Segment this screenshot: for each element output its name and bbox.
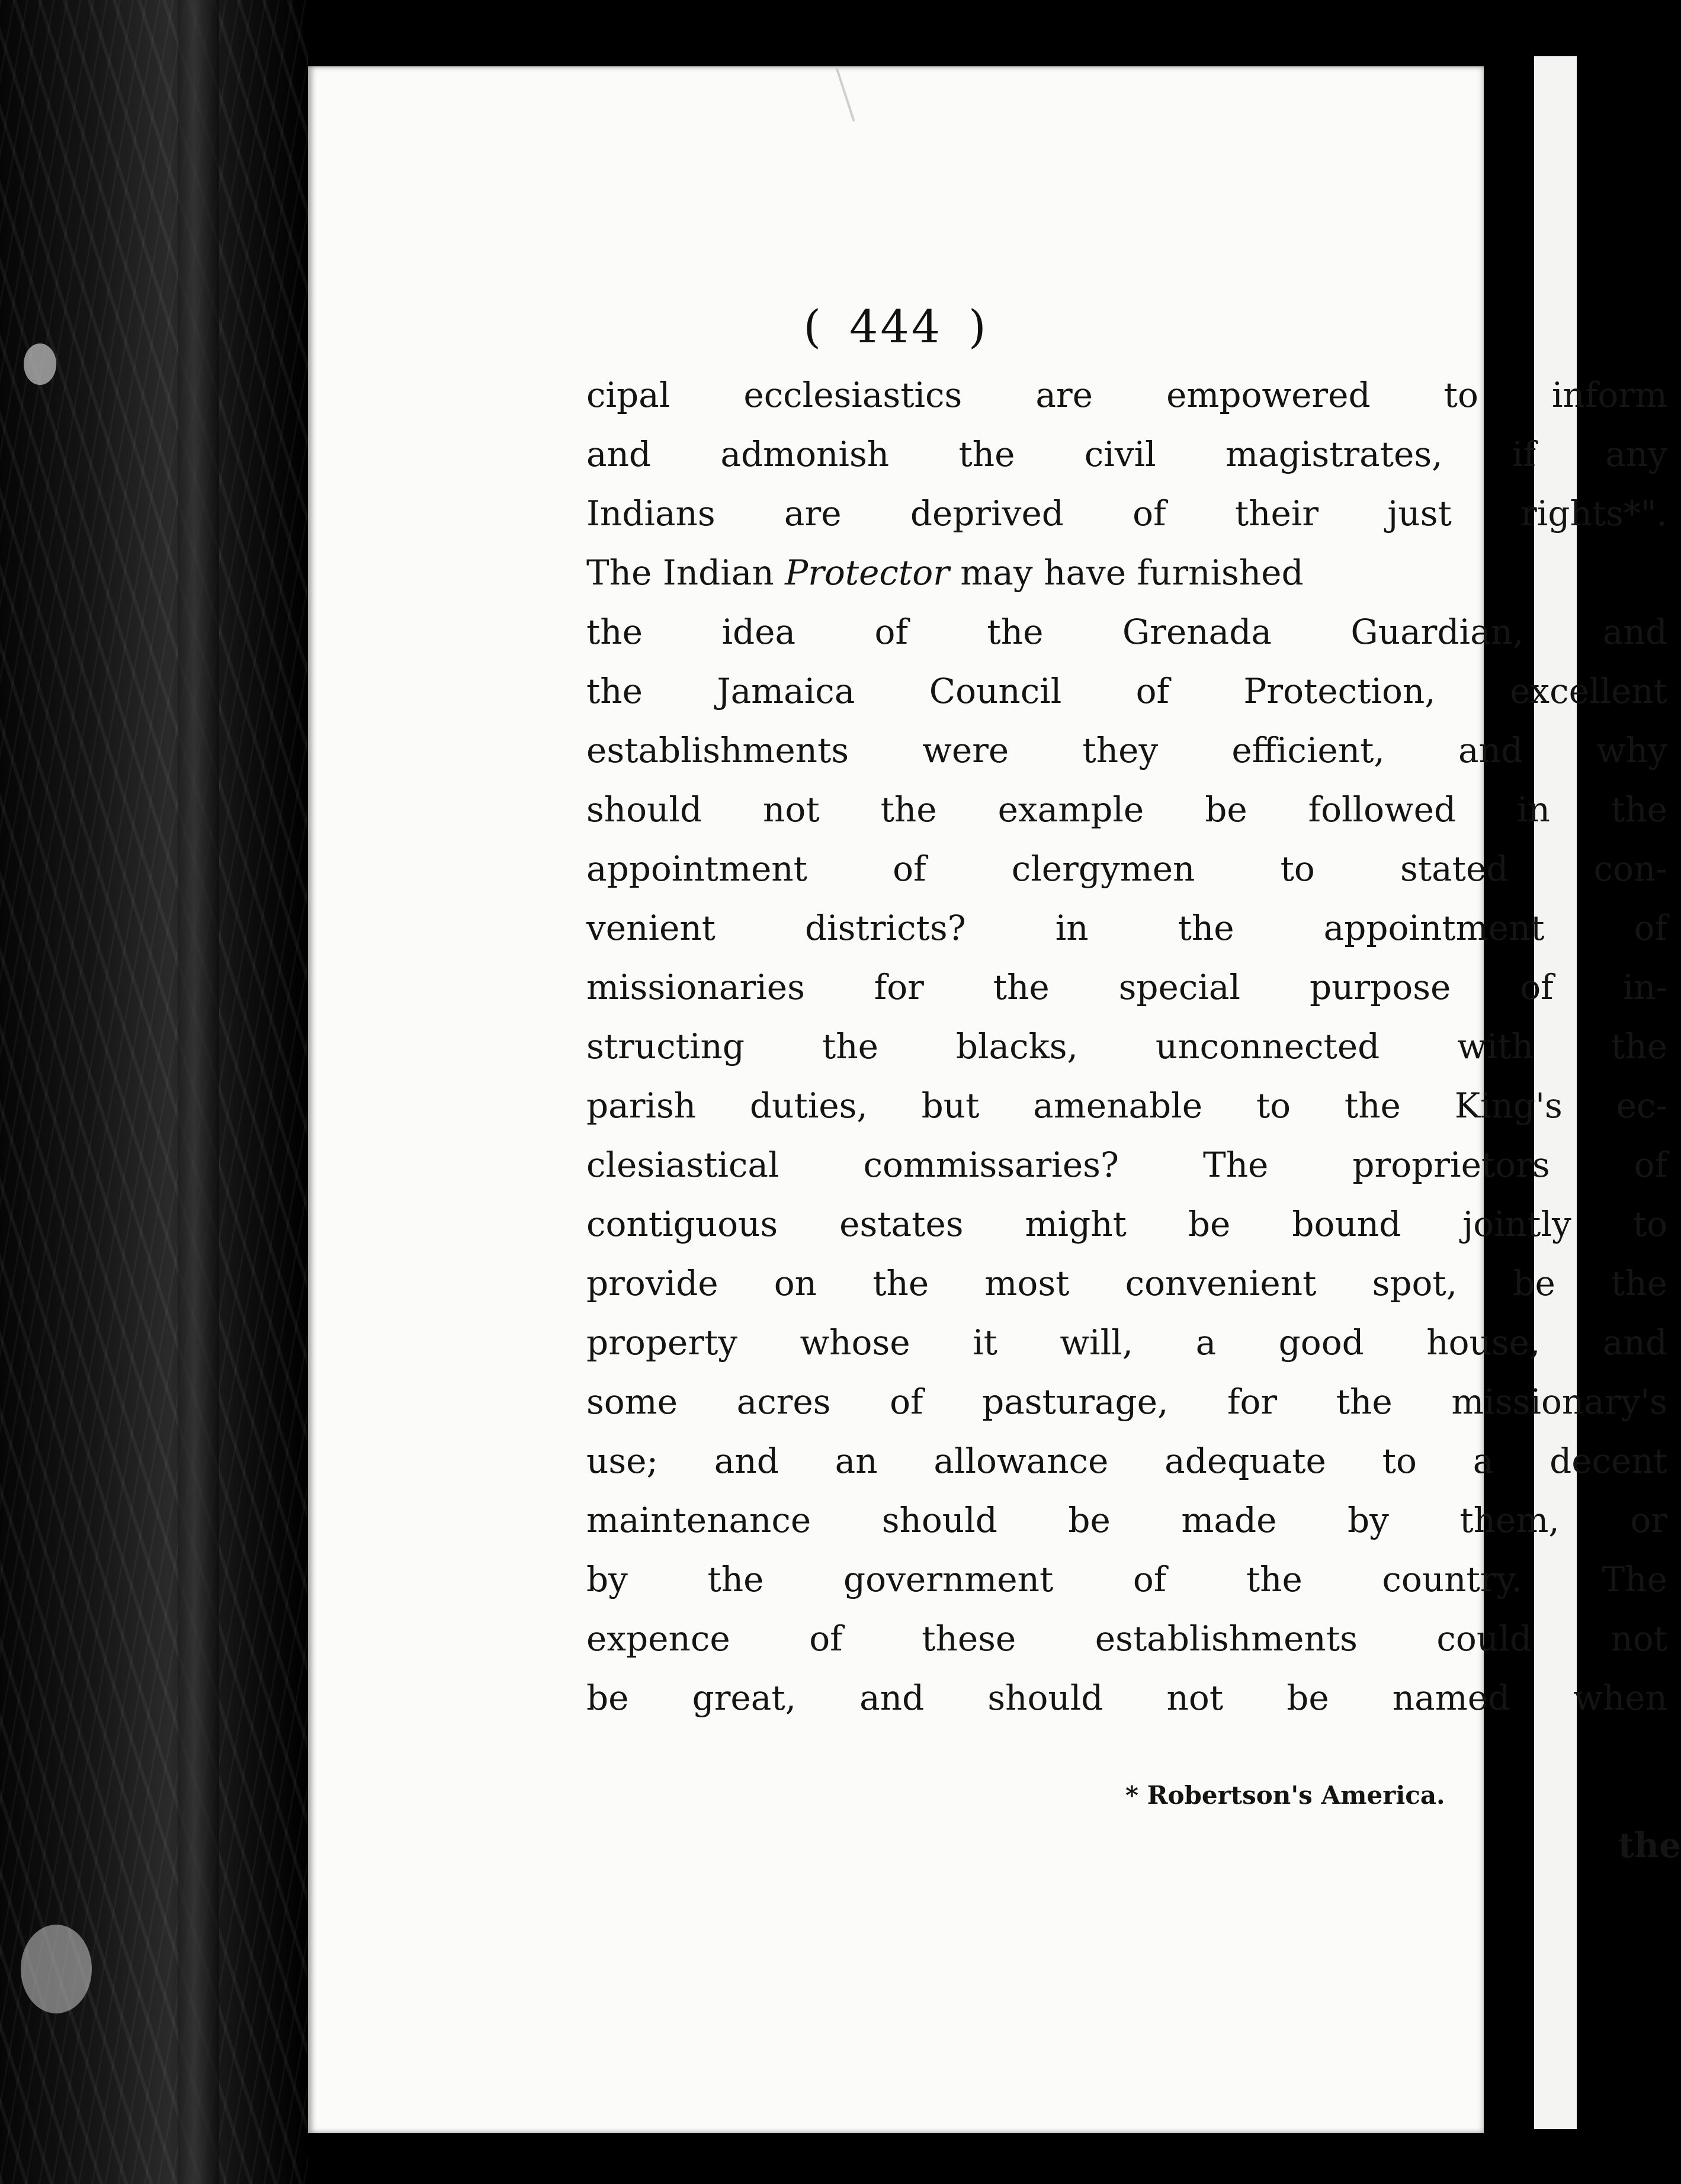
text-line: contiguous estates might be bound jointly to: [586, 1204, 1667, 1244]
text-line: by the government of the country. The: [586, 1559, 1667, 1600]
page-mark: [835, 68, 855, 122]
footnote: * Robertson's America.: [1125, 1781, 1445, 1810]
italic-word: Protector: [785, 553, 949, 593]
text-line: be great, and should not be named when: [586, 1678, 1667, 1718]
text-line: clesiastical commissaries? The proprietors of: [586, 1145, 1667, 1185]
text-line: expence of these establishments could not: [586, 1618, 1667, 1659]
text-line-with-italic: [586, 549, 1667, 596]
text-line: some acres of pasturage, for the missionary's: [586, 1382, 1667, 1422]
spine-edge: [178, 0, 219, 2184]
binding-blemish: [21, 1925, 92, 2013]
book-page: [308, 66, 1681, 2133]
text-line: Indians are deprived of their just rights*".: [586, 493, 1667, 534]
line-segment: may have furnished: [949, 553, 1304, 593]
text-line: and admonish the civil magistrates, if any: [586, 434, 1667, 474]
open-paren: (: [803, 300, 823, 353]
binding-blemish: [24, 343, 56, 385]
text-line: venient districts? in the appointment of: [586, 908, 1667, 948]
text-line: establishments were they efficient, and why: [586, 730, 1667, 770]
text-line: appointment of clergymen to stated con-: [586, 849, 1667, 889]
text-line: use; and an allowance adequate to a decent: [586, 1441, 1667, 1481]
text-line: maintenance should be made by them, or: [586, 1500, 1667, 1540]
text-line: missionaries for the special purpose of in-: [586, 967, 1667, 1007]
text-line: the idea of the Grenada Guardian, and: [586, 612, 1667, 652]
catchword: the: [1618, 1825, 1681, 1865]
line-segment: The Indian: [586, 553, 785, 593]
text-line: parish duties, but amenable to the King's ec-: [586, 1085, 1667, 1126]
page-number: 444: [849, 300, 943, 353]
text-line: provide on the most convenient spot, be the: [586, 1263, 1667, 1303]
page-number-header: [308, 300, 1484, 353]
text-line: the Jamaica Council of Protection, excellent: [586, 671, 1667, 711]
text-line: cipal ecclesiastics are empowered to inform: [586, 375, 1667, 415]
text-line: property whose it will, a good house, and: [586, 1322, 1667, 1363]
close-paren: ): [968, 300, 989, 353]
text-line: structing the blacks, unconnected with the: [586, 1026, 1667, 1067]
book-binding: [0, 0, 308, 2184]
text-line: should not the example be followed in the: [586, 789, 1667, 830]
